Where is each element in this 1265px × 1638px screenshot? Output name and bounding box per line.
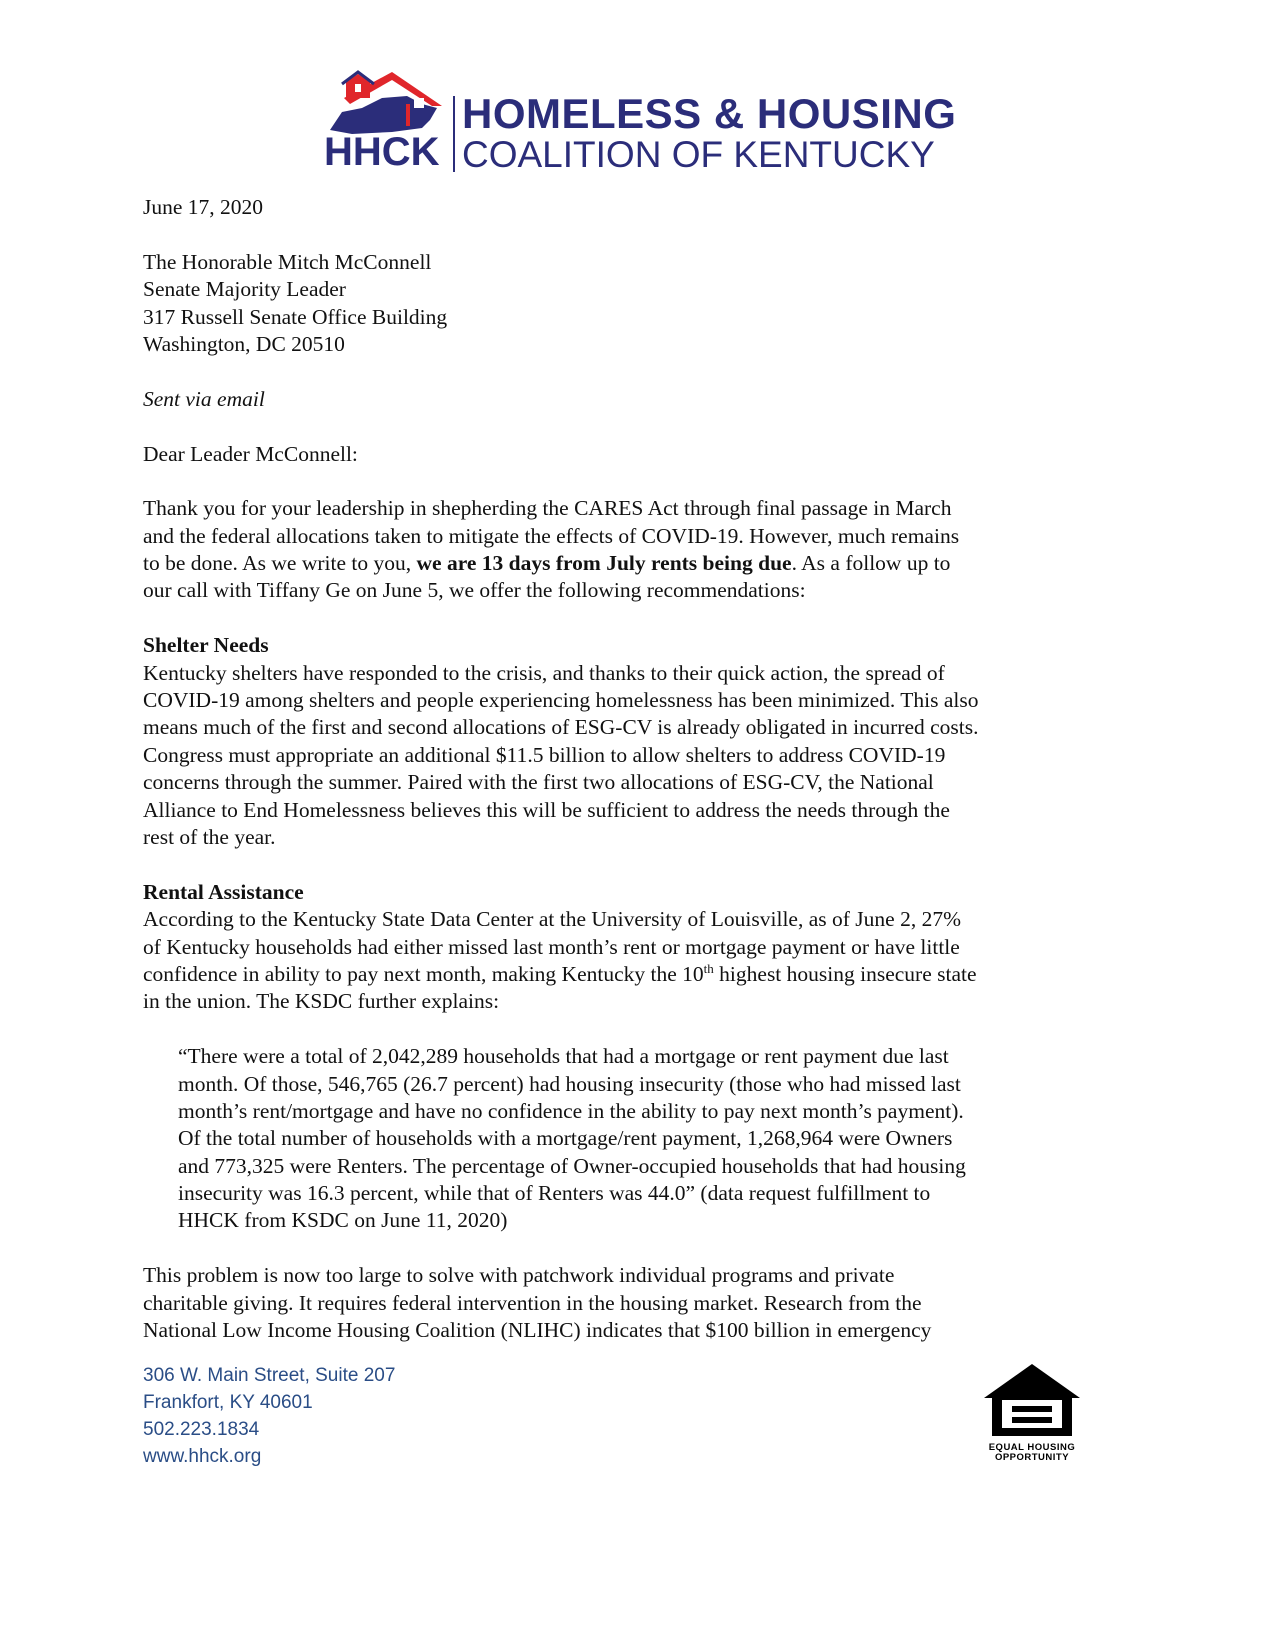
text-line: National Low Income Housing Coalition (NLIHC) indicates that $100 billion in emergency [143,1318,932,1343]
emphasis-text: we are 13 days from July rents being due [416,551,792,576]
ordinal-suffix: th [703,960,714,976]
text-line: According to the Kentucky State Data Center at the University of Louisville, as of June 2, 27% [143,907,961,932]
logo-divider [453,96,455,172]
equal-housing-house-icon [982,1362,1082,1438]
text-line [143,961,1103,988]
rental-paragraph [143,906,1103,1016]
text-line: in the union. The KSDC further explains: [143,989,500,1014]
text-span: . As a follow up to [791,551,951,576]
text-line: Alliance to End Homelessness believes this will be sufficient to address the needs through the [143,797,950,822]
intro-paragraph [143,495,1103,605]
letter-date: June 17, 2020 [143,195,264,219]
shelter-needs-heading: Shelter Needs [143,633,269,658]
letter-body [143,194,1103,1344]
text-line: means much of the first and second allocations of ESG-CV is already obligated in incurred costs. [143,715,979,740]
logo-abbreviation: HHCK [324,130,440,174]
text-span: confidence in ability to pay next month, making Kentucky the 10 [143,961,704,986]
text-line: concerns through the summer. Paired with the first two allocations of ESG-CV, the National [143,770,934,795]
text-line: Of the total number of households with a mortgage/rent payment, 1,268,964 were Owners [178,1126,953,1151]
ksdc-quote [143,1043,1103,1235]
footer-address1: 306 W. Main Street, Suite 207 [143,1365,396,1386]
text-line: “There were a total of 2,042,289 households that had a mortgage or rent payment due last [178,1044,949,1069]
text-line: insecurity was 16.3 percent, while that of Renters was 44.0” (data request fulfillment to [178,1181,931,1206]
text-line: charitable giving. It requires federal intervention in the housing market. Research from the [143,1290,922,1315]
salutation: Dear Leader McConnell: [143,441,358,466]
text-line: our call with Tiffany Ge on June 5, we offer the following recommendations: [143,578,806,603]
delivery-note: Sent via email [143,386,265,411]
org-name-line1: HOMELESS & HOUSING [462,90,957,137]
text-line: This problem is now too large to solve with patchwork individual programs and private [143,1263,895,1288]
text-span: highest housing insecure state [713,961,977,986]
text-line: COVID-19 among shelters and people experiencing homelessness has been minimized. This also [143,688,979,713]
text-line: month. Of those, 546,765 (26.7 percent) had housing insecurity (those who had missed last [178,1071,961,1096]
text-line: Congress must appropriate an additional $11.5 billion to allow shelters to address COVID-19 [143,742,946,767]
footer-address2: Frankfort, KY 40601 [143,1392,313,1413]
org-name-line2: COALITION OF KENTUCKY [462,134,935,175]
text-line: and 773,325 were Renters. The percentage of Owner-occupied households that had housing [178,1153,966,1178]
equal-housing-logo [982,1362,1082,1463]
text-line: month’s rent/mortgage and have no confidence in the ability to pay next month’s payment). [178,1098,964,1123]
footer-website[interactable]: www.hhck.org [143,1446,262,1467]
recipient-line: The Honorable Mitch McConnell [143,249,432,274]
text-line: Kentucky shelters have responded to the crisis, and thanks to their quick action, the spread of [143,660,945,685]
footer-contact [143,1362,395,1470]
text-line: HHCK from KSDC on June 11, 2020) [178,1208,508,1233]
recipient-line: 317 Russell Senate Office Building [143,304,448,329]
hhck-logo [322,68,957,178]
rental-assistance-heading: Rental Assistance [143,879,304,904]
text-line: and the federal allocations taken to mitigate the effects of COVID-19. However, much remains [143,523,960,548]
text-line: rest of the year. [143,824,276,849]
closing-paragraph [143,1262,1103,1344]
eho-text: OPPORTUNITY [994,1452,1070,1463]
text-line: Thank you for your leadership in shepherding the CARES Act through final passage in March [143,496,952,521]
text-line: of Kentucky households had either missed last month’s rent or mortgage payment or have little [143,934,960,959]
text-line [143,550,1103,577]
eho-text: EQUAL HOUSING [988,1442,1076,1453]
text-span: to be done. As we write to you, [143,551,417,576]
house-kentucky-icon [322,68,452,138]
shelter-paragraph [143,660,1103,852]
recipient-line: Washington, DC 20510 [143,331,345,356]
footer-phone: 502.223.1834 [143,1419,260,1440]
recipient-line: Senate Majority Leader [143,277,346,302]
